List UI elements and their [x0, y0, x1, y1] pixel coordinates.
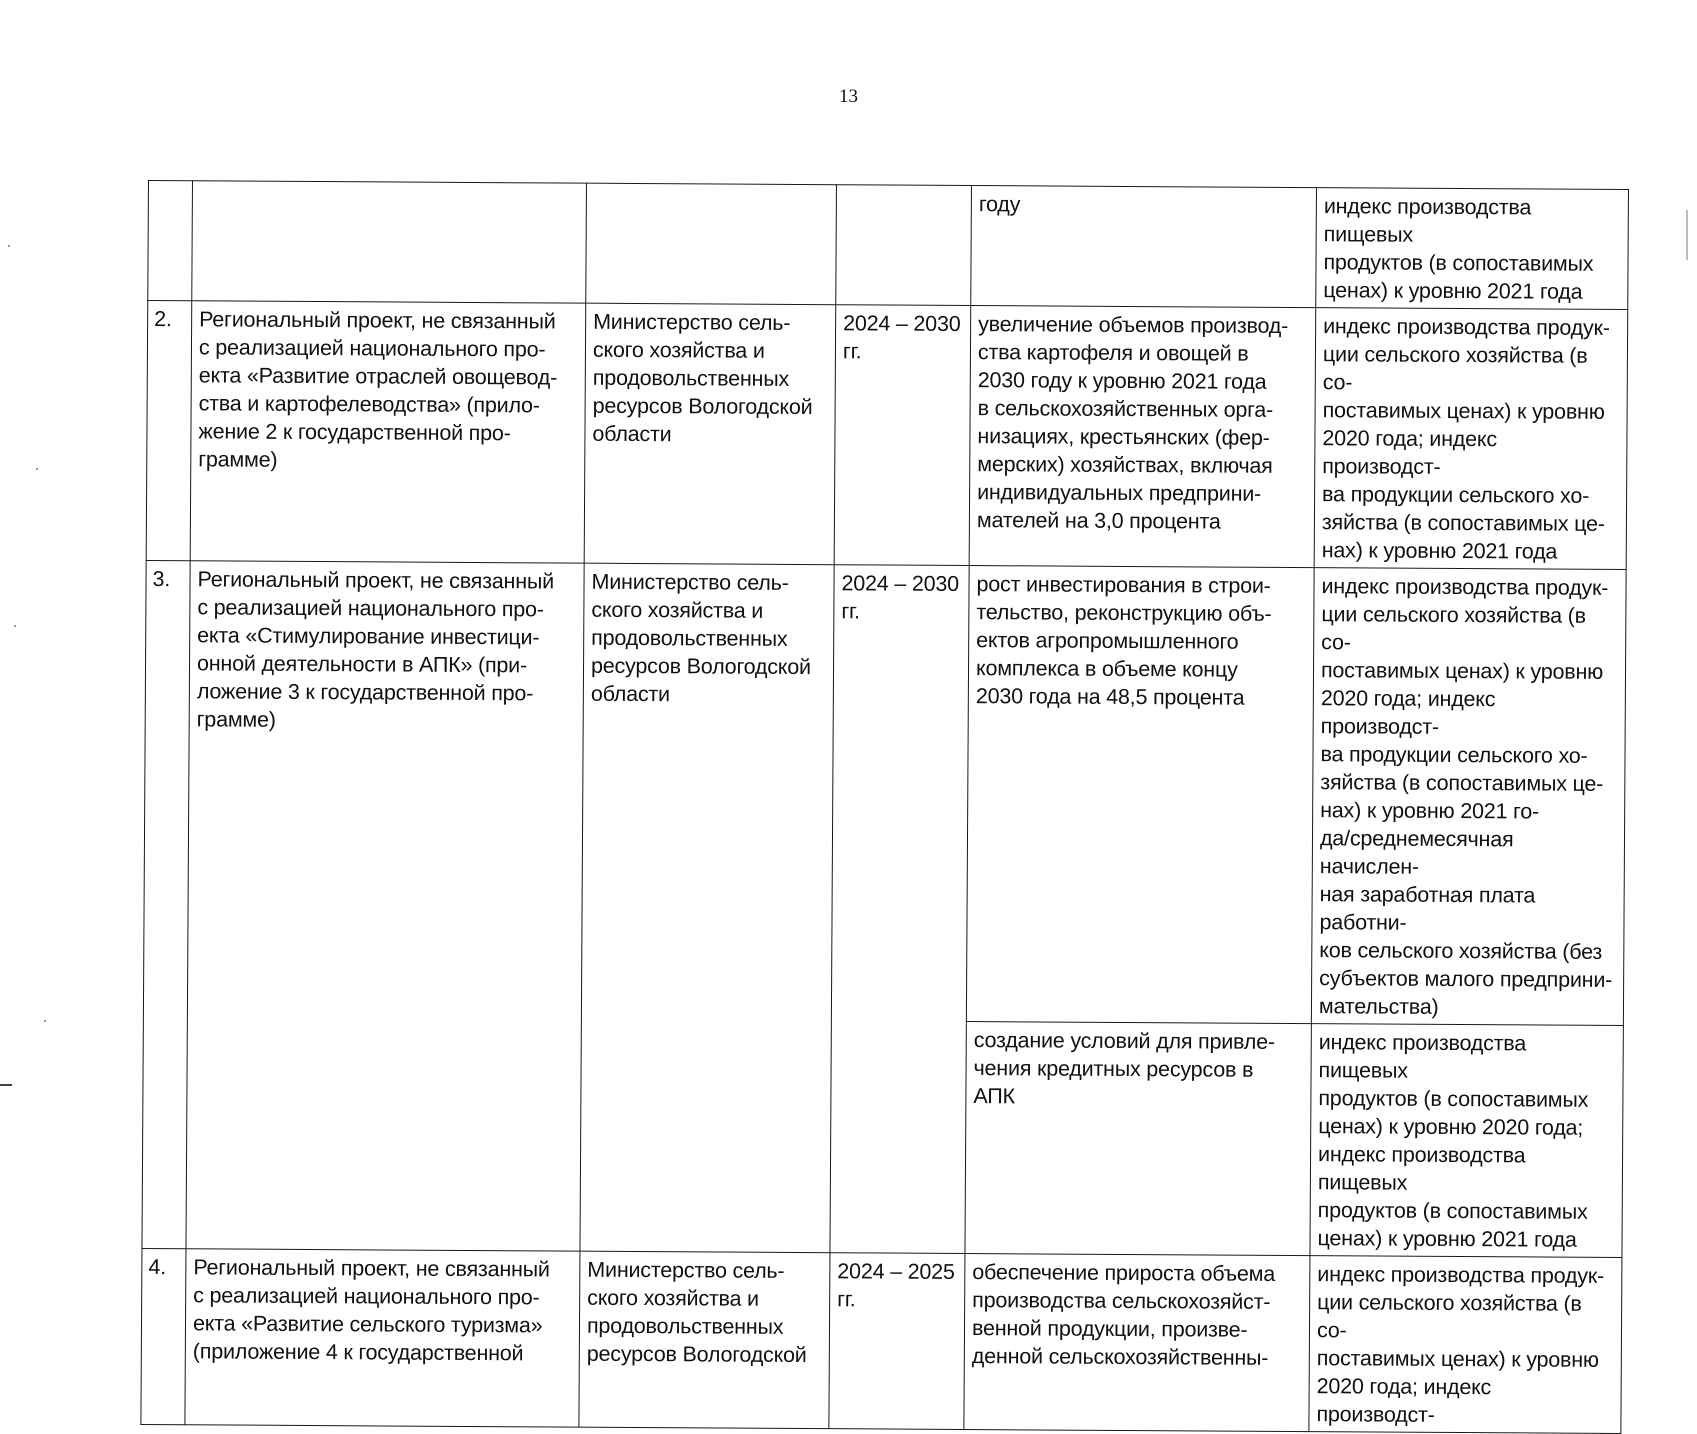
- project-cell: [192, 181, 587, 303]
- indicator-cell: индекс производства продук- ции сельского хозяйства (в со- поставимых ценах) к уровню 2020 года; индекс производст- ва продукции сельского хо- зяйства (в сопоставимых це- нах) к уровню 2021 го- да/среднемесячная начислен- ная заработная плата работни- ков сельского хозяйства (без субъектов малого предприни- мательства): [1311, 568, 1626, 1026]
- period-cell: 2024 – 2025 гг.: [829, 1253, 965, 1430]
- task-cell: рост инвестирования в строи- тельство, реконструкцию объ- ектов агропромышленного комплекса в объеме концу 2030 года на 48,5 процента: [966, 566, 1314, 1024]
- row-number: 3.: [142, 560, 190, 1248]
- period-cell: [836, 185, 972, 306]
- scan-margin-mark: [0, 1084, 12, 1086]
- scan-speck: [44, 1020, 46, 1022]
- project-cell: Региональный проект, не связанный с реализацией национального про- екта «Развитие отраслей овощевод- ства и картофелеводства» (прило- жение 2 к государственной про- грамме): [190, 301, 586, 563]
- indicator-cell: индекс производства пищевых продуктов (в сопоставимых ценах) к уровню 2021 года: [1316, 188, 1629, 310]
- indicator-cell: индекс производства пищевых продуктов (в сопоставимых ценах) к уровню 2020 года; индекс производства пищевых продуктов (в сопоставимых ценах) к уровню 2021 года: [1310, 1024, 1623, 1258]
- program-structure-table: [140, 180, 1629, 1434]
- responsible-cell: [586, 183, 837, 305]
- project-cell: Региональный проект, не связанный с реализацией национального про- екта «Развитие сельского туризма» (приложение 4 к государственной: [185, 1249, 580, 1427]
- indicator-cell: индекс производства продук- ции сельского хозяйства (в со- поставимых ценах) к уровню 2020 года; индекс производст-: [1309, 1256, 1622, 1434]
- row-number: [148, 181, 193, 301]
- task-cell: создание условий для привле- чения кредитных ресурсов в АПК: [965, 1022, 1311, 1256]
- indicator-cell: индекс производства продук- ции сельского хозяйства (в со- поставимых ценах) к уровню 2020 года; индекс производст- ва продукции сельского хо- зяйства (в сопоставимых це- нах) к уровню 2021 года: [1314, 308, 1628, 570]
- table-row: [143, 560, 1626, 1025]
- row-number: 2.: [146, 301, 192, 561]
- table-row: [141, 1248, 1622, 1433]
- scan-speck: [8, 245, 10, 247]
- responsible-cell: Министерство сель- ского хозяйства и продовольственных ресурсов Вологодской: [579, 1251, 830, 1429]
- period-cell: 2024 – 2030 гг.: [830, 565, 969, 1254]
- scan-speck: [36, 468, 38, 470]
- responsible-cell: Министерство сель- ского хозяйства и продовольственных ресурсов Вологодской области: [580, 563, 834, 1253]
- period-cell: 2024 – 2030 гг.: [834, 305, 971, 566]
- task-cell: году: [971, 186, 1317, 308]
- scan-margin-mark: [1686, 210, 1688, 260]
- responsible-cell: Министерство сель- ского хозяйства и продовольственных ресурсов Вологодской области: [584, 303, 836, 565]
- page-number: 13: [839, 86, 858, 107]
- table-row: [146, 301, 1628, 570]
- project-cell: Региональный проект, не связанный с реализацией национального про- екта «Стимулирование инвестици- онной деятельности в АПК» (при- ложение 3 к государственной про- грамме): [186, 561, 584, 1251]
- scan-speck: [14, 625, 16, 627]
- row-number: 4.: [141, 1248, 186, 1424]
- task-cell: увеличение объемов производ- ства картофеля и овощей в 2030 году к уровню 2021 года в сельскохозяйственных орга- низациях, крестьянских (фер- мерских) хозяйствах, включая индивидуальных предприни- мателей на 3,0 процента: [969, 306, 1316, 568]
- task-cell: обеспечение прироста объема производства сельскохозяйст- венной продукции, произве- денной сельскохозяйственны-: [964, 1254, 1310, 1432]
- table-row: [148, 181, 1629, 310]
